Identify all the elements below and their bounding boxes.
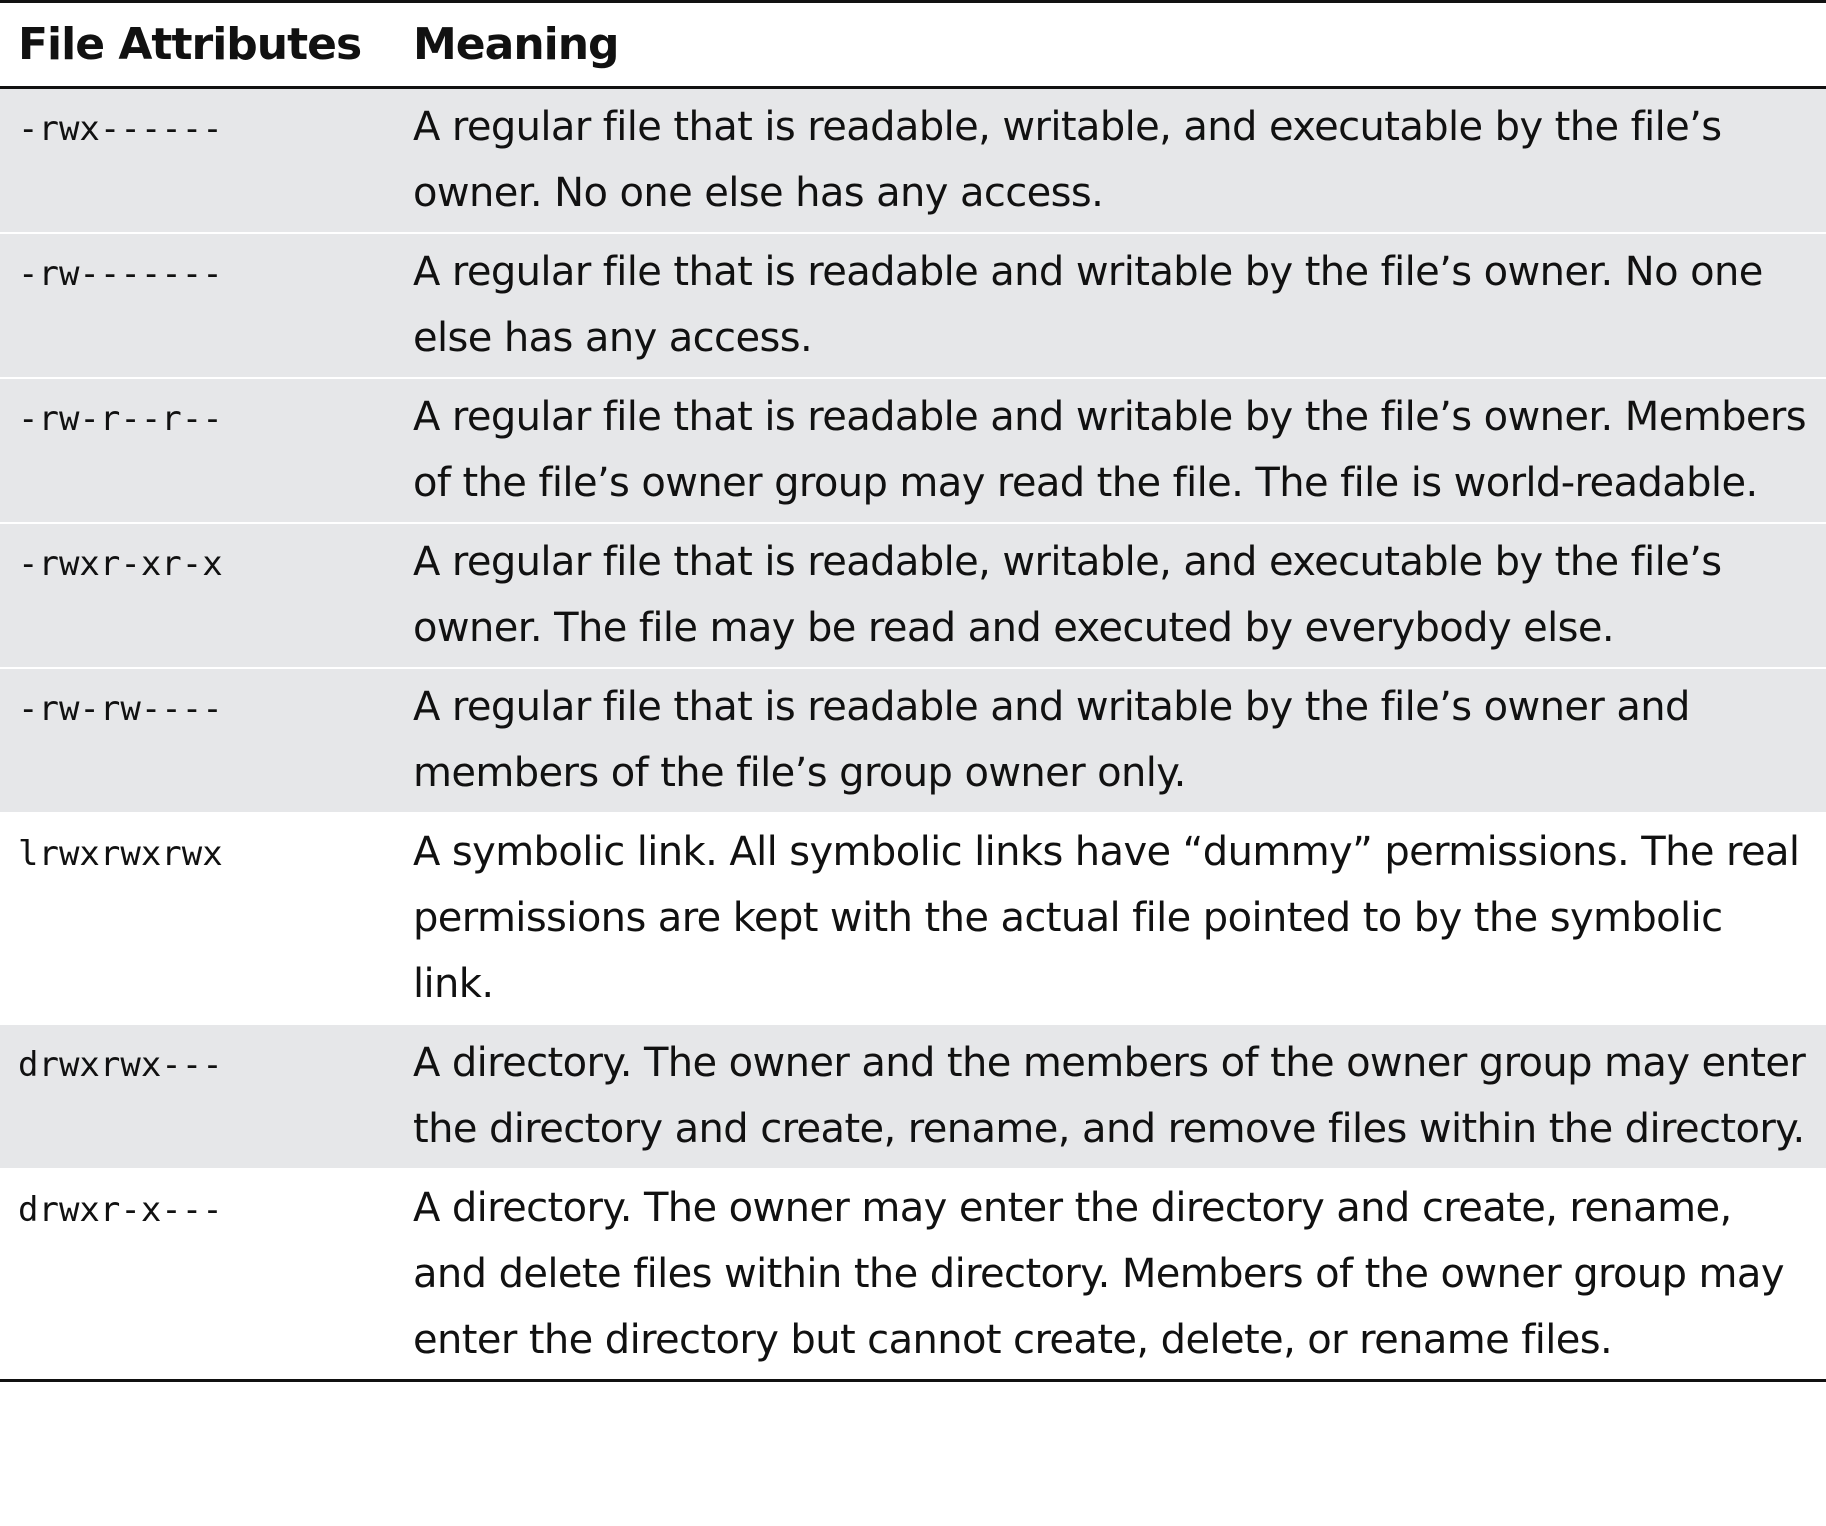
meaning-cell: A regular file that is readable and writable by the file’s owner and members of the file’s group owner only.	[413, 668, 1826, 813]
attribute-cell: drwxr-x---	[0, 1169, 413, 1381]
table-header-row	[0, 2, 1826, 88]
table-row	[0, 523, 1826, 668]
table-row	[0, 668, 1826, 813]
meaning-cell: A directory. The owner and the members of the owner group may enter the directory and create, rename, and remove files within the directory.	[413, 1024, 1826, 1169]
table-row	[0, 1169, 1826, 1381]
attribute-cell: lrwxrwxrwx	[0, 813, 413, 1024]
table-row	[0, 1024, 1826, 1169]
table-row	[0, 233, 1826, 378]
meaning-cell: A regular file that is readable, writable, and executable by the file’s owner. The file may be read and executed by everybody else.	[413, 523, 1826, 668]
meaning-cell: A directory. The owner may enter the directory and create, rename, and delete files within the directory. Members of the owner group may enter the directory but cannot create, delete, or rename files.	[413, 1169, 1826, 1381]
table-row	[0, 88, 1826, 234]
attribute-cell: -rw-rw----	[0, 668, 413, 813]
meaning-cell: A regular file that is readable and writable by the file’s owner. No one else has any access.	[413, 233, 1826, 378]
header-file-attributes: File Attributes	[0, 2, 413, 88]
meaning-cell: A symbolic link. All symbolic links have “dummy” permissions. The real permissions are kept with the actual file pointed to by the symbolic link.	[413, 813, 1826, 1024]
attribute-cell: drwxrwx---	[0, 1024, 413, 1169]
meaning-cell: A regular file that is readable and writable by the file’s owner. Members of the file’s owner group may read the file. The file is world-readable.	[413, 378, 1826, 523]
table-row	[0, 378, 1826, 523]
meaning-cell: A regular file that is readable, writable, and executable by the file’s owner. No one else has any access.	[413, 88, 1826, 234]
attribute-cell: -rwx------	[0, 88, 413, 234]
header-meaning: Meaning	[413, 2, 1826, 88]
attribute-cell: -rw-------	[0, 233, 413, 378]
table-row	[0, 813, 1826, 1024]
attribute-cell: -rw-r--r--	[0, 378, 413, 523]
attribute-cell: -rwxr-xr-x	[0, 523, 413, 668]
